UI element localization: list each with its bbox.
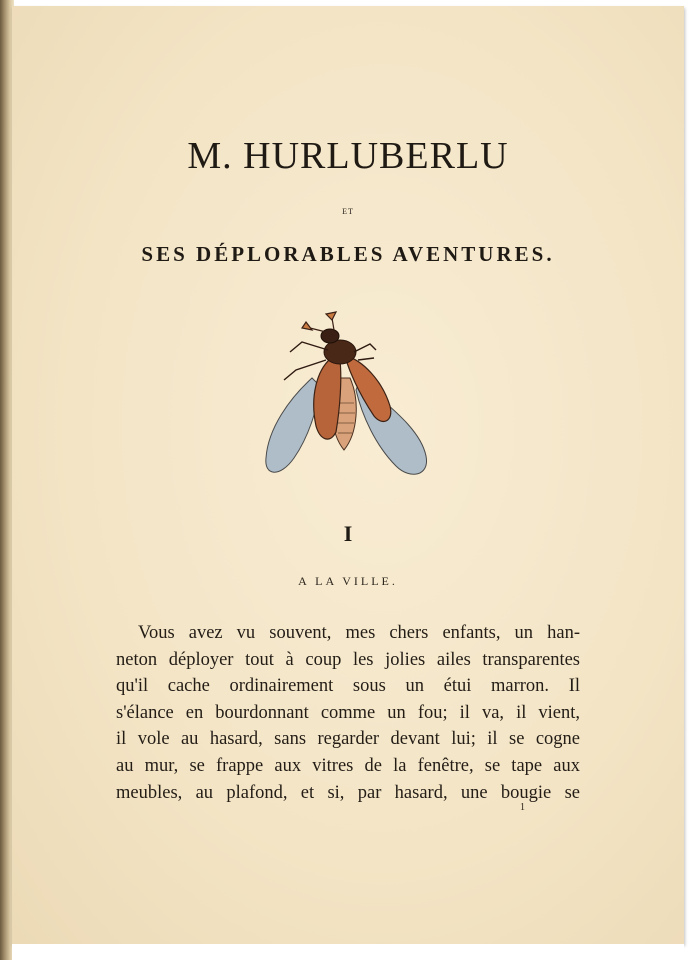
text-line: il vole au hasard, sans regarder devant lui; il se cogne <box>116 729 580 750</box>
page-bottom-margin <box>12 944 684 960</box>
title-conjunction: ET <box>342 207 354 216</box>
chapter-title: A LA VILLE. <box>298 574 398 588</box>
text-line: meubles, au plafond, et si, par hasard, une bougie se <box>116 782 580 803</box>
book-subtitle: SES DÉPLORABLES AVENTURES. <box>141 242 555 266</box>
left-wing <box>266 378 320 472</box>
page-number: 1 <box>520 802 525 813</box>
text-line: neton déployer tout à coup les jolies ailes transparentes <box>116 649 580 670</box>
cockchafer-beetle-icon <box>250 308 440 488</box>
thorax <box>324 340 356 364</box>
text-line: Vous avez vu souvent, mes chers enfants, un han- <box>138 623 580 643</box>
book-title: M. HURLUBERLU <box>187 135 509 177</box>
book-page <box>12 6 684 944</box>
text-line: au mur, se frappe aux vitres de la fenêtre, se tape aux <box>116 755 580 776</box>
left-elytron <box>314 356 341 439</box>
text-line: qu'il cache ordinairement sous un étui marron. Il <box>116 676 580 697</box>
chapter-number: I <box>343 521 353 546</box>
text-line: s'élance en bourdonnant comme un fou; il va, il vient, <box>116 702 580 723</box>
body-text <box>116 620 580 806</box>
